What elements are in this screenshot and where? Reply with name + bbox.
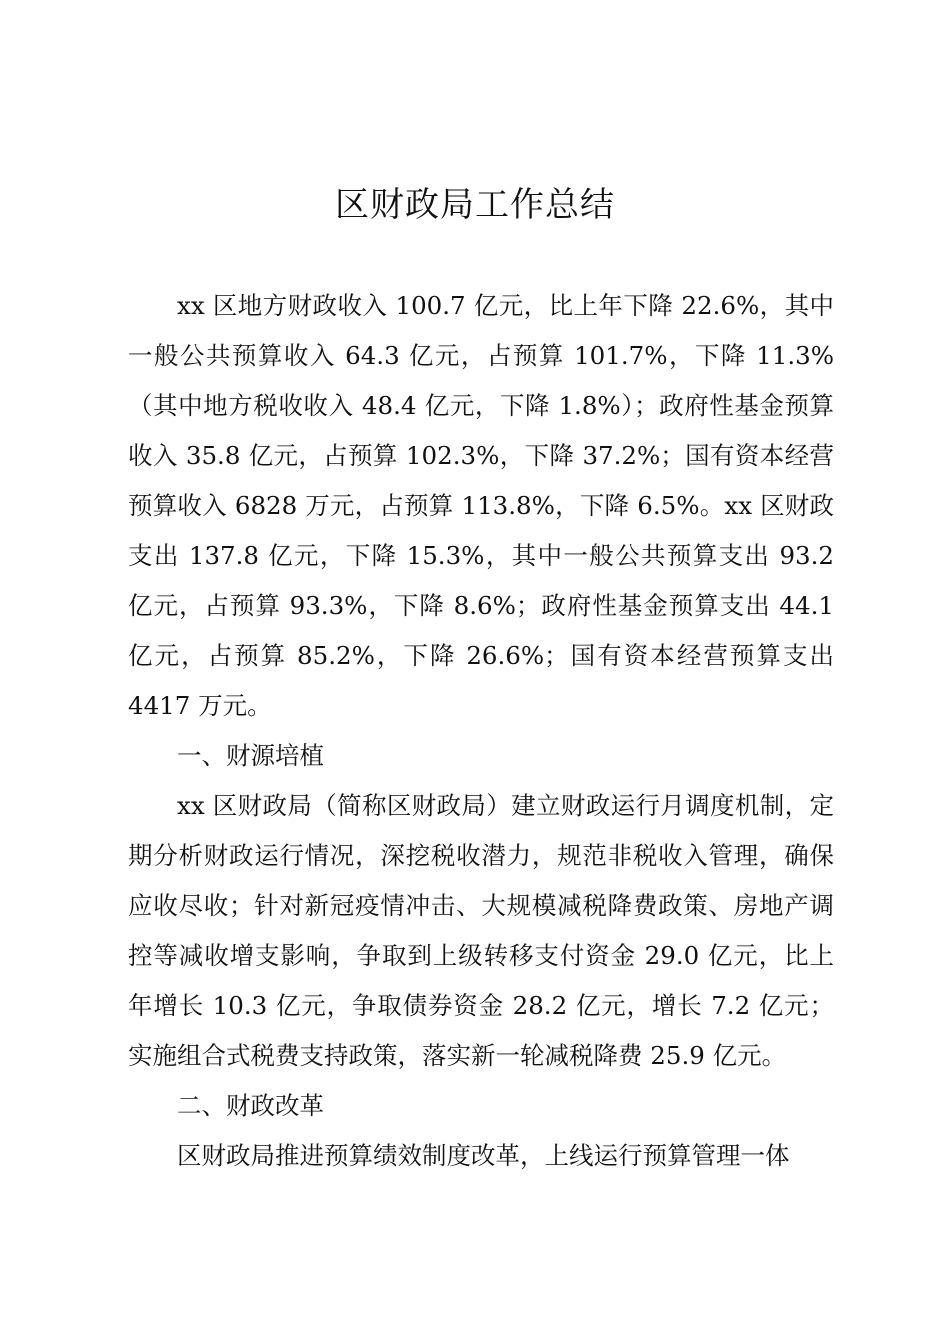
paragraph-fiscal-reform: 区财政局推进预算绩效制度改革，上线运行预算管理一体 [177,1141,790,1170]
document-title: 区财政局工作总结 [335,185,615,225]
paragraph-revenue-cultivation: xx 区财政局（简称区财政局）建立财政运行月调度机制，定期分析财政运行情况，深挖税收潜力，规范非税收入管理，确保应收尽收；针对新冠疫情冲击、大规模减税降费政策、房地产调控等减收增支影响，争取到上级转移支付资金 29.0 亿元，比上年增长 10.3 亿元，争取债券资金 28.2 亿元，增长 7.2 亿元；实施组合式税费支持政策，落实新一轮减税降费 25.9 亿元。 [128,791,834,1070]
paragraph-fiscal-overview: xx 区地方财政收入 100.7 亿元，比上年下降 22.6%，其中一般公共预算收入 64.3 亿元，占预算 101.7%，下降 11.3%（其中地方税收收入 48.4 亿元，下降 1.8%）；政府性基金预算收入 35.8 亿元，占预算 102.3%，下降 37.2%；国有资本经营预算收入 6828 万元，占预算 113.8%，下降 6.5%。xx 区财政支出 137.8 亿元，下降 15.3%，其中一般公共预算支出 93.2 亿元，占预算 93.3%，下降 8.6%；政府性基金预算支出 44.1 亿元，占预算 85.2%，下降 26.6%；国有资本经营预算支出 4417 万元。 [128,291,834,720]
section-heading-revenue-cultivation: 一、财源培植 [177,741,324,770]
section-heading-fiscal-reform: 二、财政改革 [177,1091,324,1120]
document-body [128,281,834,1181]
